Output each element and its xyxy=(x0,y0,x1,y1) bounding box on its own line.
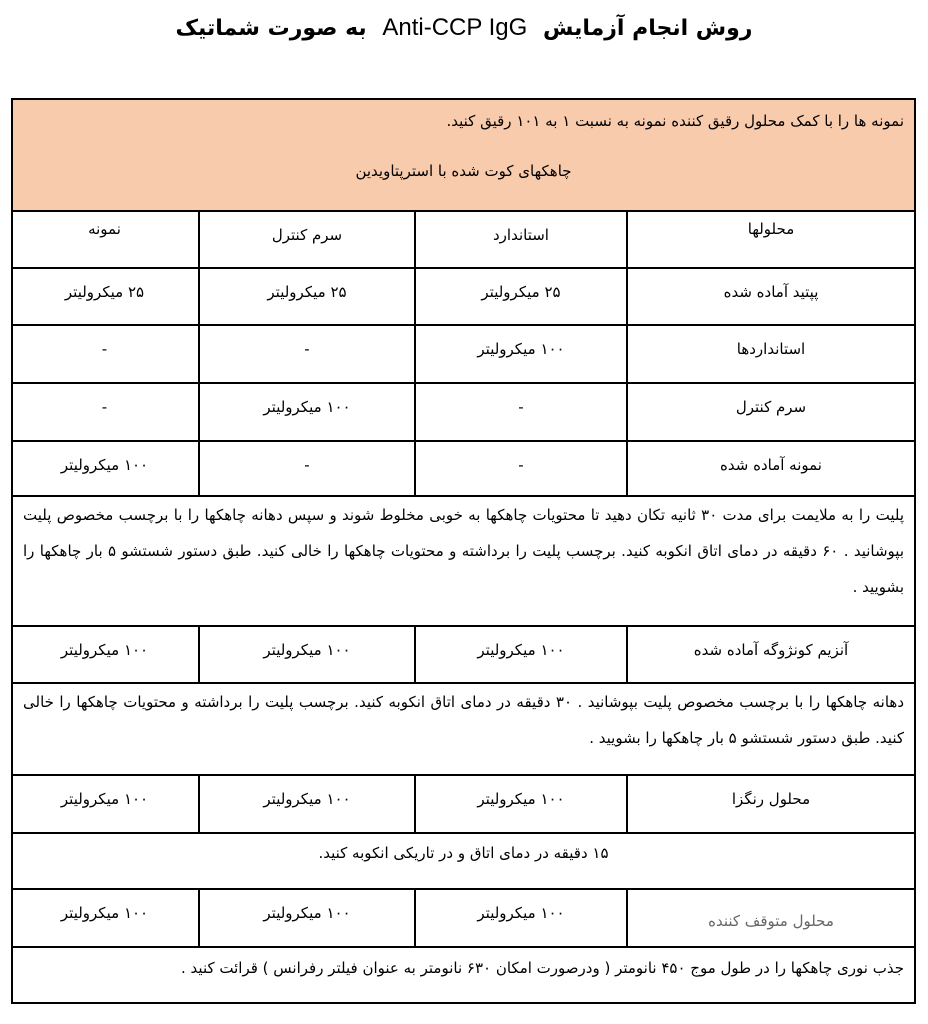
row-value: ۱۰۰ میکرولیتر xyxy=(416,326,628,382)
row-value: - xyxy=(416,384,628,440)
column-header-row xyxy=(13,212,914,269)
row-label: استانداردها xyxy=(736,340,806,358)
row-label: پپتید آماده شده xyxy=(723,283,819,301)
intro-row xyxy=(13,100,914,212)
row-label: آنزیم کونژوگه آماده شده xyxy=(693,641,849,659)
row-value: ۱۰۰ میکرولیتر xyxy=(200,627,416,682)
step2-text: دهانه چاهکها را با برچسب مخصوص پلیت بپوشانید . ۳۰ دقیقه در دمای اتاق انکوبه کنید. برچسب پلیت را برداشته و محتویات چاهکها را خالی کنید. طبق دستور شستشو ۵ بار چاهکها را بشویید . xyxy=(23,693,904,747)
procedure-table xyxy=(11,98,916,1004)
row-value: ۱۰۰ میکرولیتر xyxy=(11,890,200,946)
instruction-row xyxy=(13,834,914,890)
title-part2: به صورت شماتیک xyxy=(175,16,367,41)
column-header-sample: نمونه xyxy=(11,212,200,267)
table-row xyxy=(13,627,914,684)
intro-line1: نمونه ها را با کمک محلول رقیق کننده نمونه به نسبت ۱ به ۱۰۱ رقیق کنید. xyxy=(446,112,904,130)
row-value: ۱۰۰ میکرولیتر xyxy=(416,890,628,946)
row-value: ۱۰۰ میکرولیتر xyxy=(200,890,416,946)
title-part1: روش انجام آزمایش xyxy=(542,16,753,41)
table-row xyxy=(13,269,914,326)
instruction-row xyxy=(13,684,914,776)
row-value: - xyxy=(200,326,416,382)
step1-text: پلیت را به ملایمت برای مدت ۳۰ ثانیه تکان دهید تا محتویات چاهکها به خوبی مخلوط شوند و سپس دهانه چاهکها را با برچسب مخصوص پلیت بپوشانید . ۶۰ دقیقه در دمای اتاق انکوبه کنید. برچسب پلیت را برداشته و محتویات چاهکها را خالی کنید. طبق دستور شستشو ۵ بار چاهکها را بشویید . xyxy=(23,506,904,596)
table-row xyxy=(13,776,914,834)
row-value: - xyxy=(11,384,200,440)
row-value: ۱۰۰ میکرولیتر xyxy=(11,776,200,832)
title-test-name: Anti-CCP IgG xyxy=(382,14,528,41)
table-row xyxy=(13,442,914,497)
intro-line2: چاهکهای کوت شده با استرپتاویدین xyxy=(355,162,572,180)
row-value: - xyxy=(200,442,416,495)
row-value: ۱۰۰ میکرولیتر xyxy=(200,776,416,832)
column-header-solutions: محلولها xyxy=(747,220,795,238)
row-value: ۲۵ میکرولیتر xyxy=(11,269,200,324)
column-header-control-serum: سرم کنترل xyxy=(200,212,416,267)
row-label: محلول متوقف کننده xyxy=(708,912,834,930)
row-label: نمونه آماده شده xyxy=(720,456,822,474)
step4-text: جذب نوری چاهکها را در طول موج ۴۵۰ نانومتر ( ودرصورت امکان ۶۳۰ نانومتر به عنوان فیلتر رفرانس ) قرائت کنید . xyxy=(181,959,904,977)
column-header-standard: استاندارد xyxy=(416,212,628,267)
table-row xyxy=(13,890,914,948)
row-value: ۲۵ میکرولیتر xyxy=(200,269,416,324)
row-value: ۱۰۰ میکرولیتر xyxy=(416,776,628,832)
row-label: سرم کنترل xyxy=(735,398,807,416)
page-title xyxy=(0,14,928,42)
row-value: ۱۰۰ میکرولیتر xyxy=(416,627,628,682)
row-label: محلول رنگزا xyxy=(731,790,811,808)
row-value: ۱۰۰ میکرولیتر xyxy=(11,627,200,682)
instruction-row xyxy=(13,948,914,1002)
row-value: - xyxy=(11,326,200,382)
table-row xyxy=(13,384,914,442)
table-row xyxy=(13,326,914,384)
row-value: ۱۰۰ میکرولیتر xyxy=(11,442,200,495)
step3-text: ۱۵ دقیقه در دمای اتاق و در تاریکی انکوبه کنید. xyxy=(318,844,609,862)
row-value: - xyxy=(416,442,628,495)
row-value: ۱۰۰ میکرولیتر xyxy=(200,384,416,440)
row-value: ۲۵ میکرولیتر xyxy=(416,269,628,324)
instruction-row xyxy=(13,497,914,627)
